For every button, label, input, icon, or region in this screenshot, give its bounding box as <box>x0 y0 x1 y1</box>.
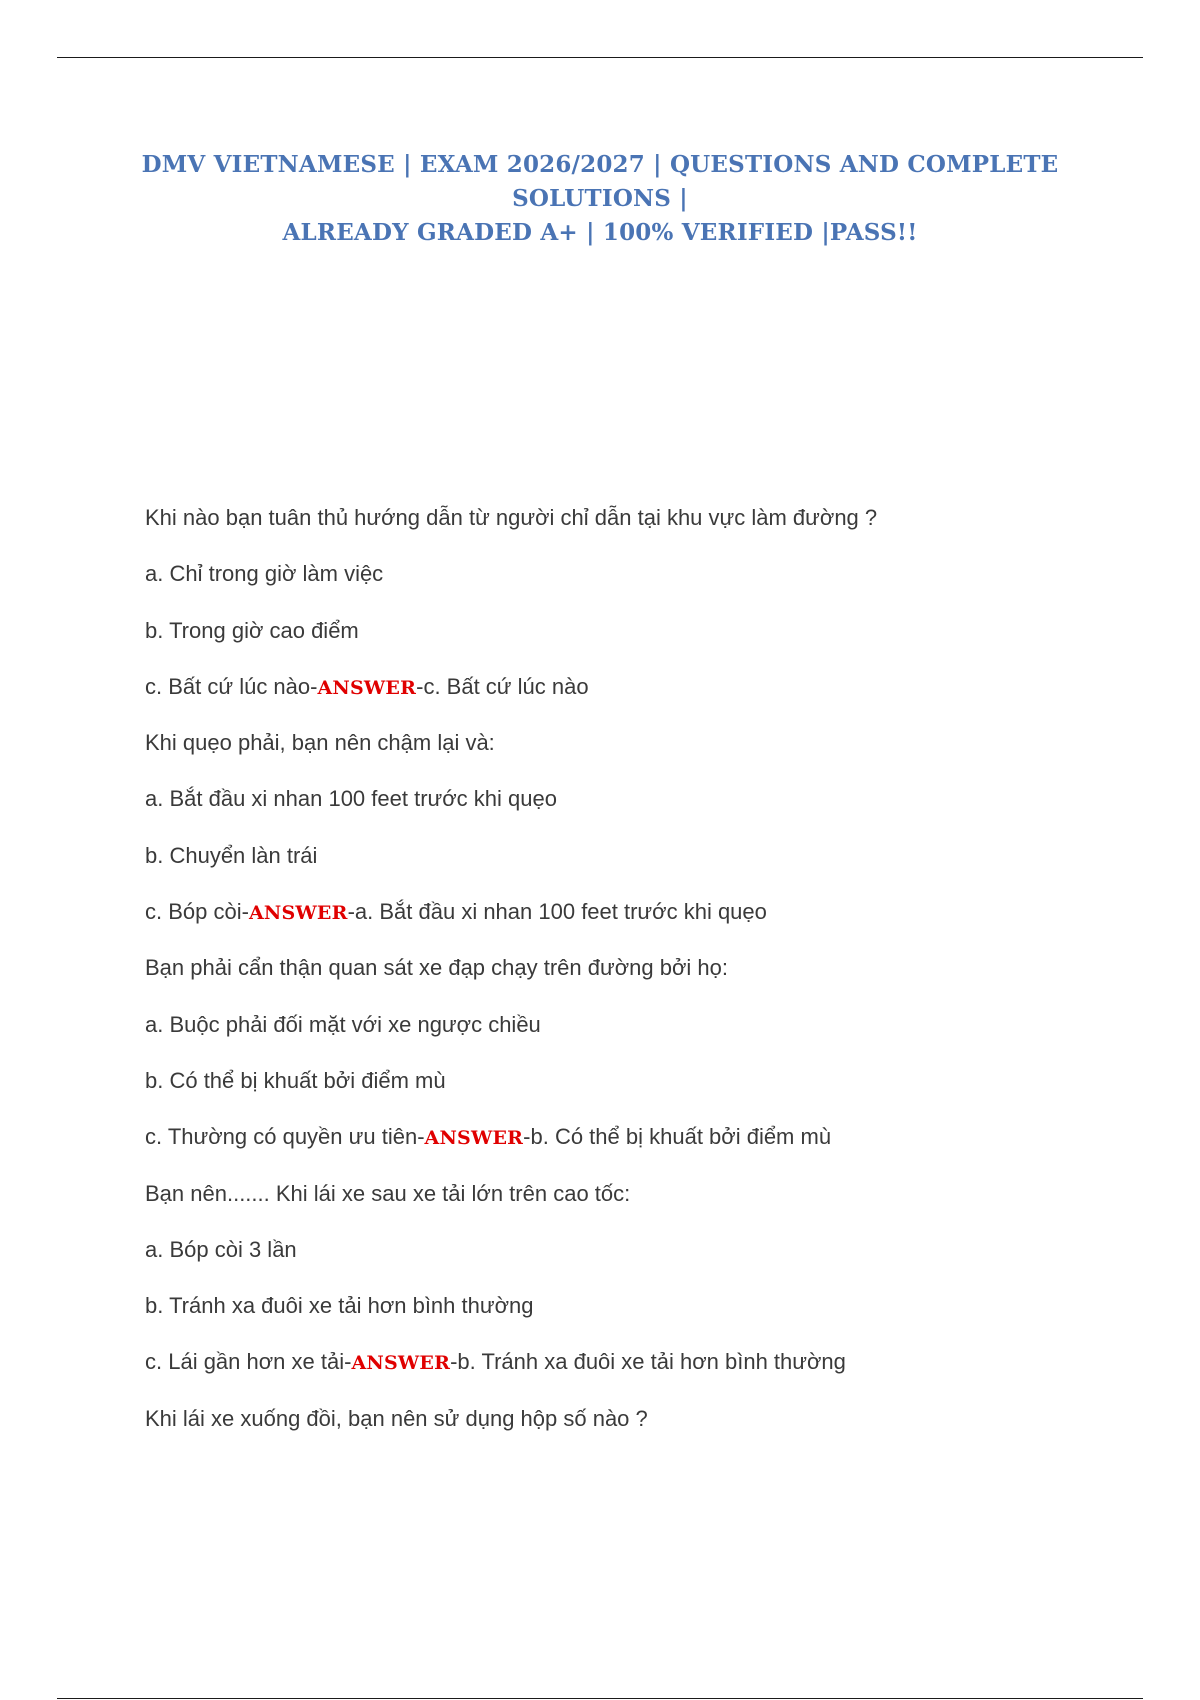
text-line <box>145 784 1085 840</box>
text-line <box>145 1404 1085 1460</box>
dash: - <box>241 899 249 925</box>
text-line <box>145 1291 1085 1347</box>
answer-text: b. Tránh xa đuôi xe tải hơn bình thường <box>457 1349 846 1375</box>
answer-line <box>145 897 1085 953</box>
dash: - <box>523 1124 531 1150</box>
line-text: c. Lái gần hơn xe tải <box>145 1349 345 1375</box>
text-line <box>145 1179 1085 1235</box>
line-text: a. Bóp còi 3 lần <box>145 1236 297 1262</box>
text-line <box>145 1010 1085 1066</box>
line-text: a. Buộc phải đối mặt với xe ngược chiều <box>145 1011 541 1037</box>
bottom-rule <box>57 1698 1143 1699</box>
answer-text: b. Có thể bị khuất bởi điểm mù <box>530 1124 832 1150</box>
answer-text: c. Bất cứ lúc nào <box>423 673 589 699</box>
text-line <box>145 728 1085 784</box>
answer-tag: ANSWER <box>317 676 417 699</box>
page-title <box>120 148 1080 250</box>
line-text: a. Bắt đầu xi nhan 100 feet trước khi quẹo <box>145 786 557 812</box>
text-line <box>145 616 1085 672</box>
title-line-2: ALREADY GRADED A+ | 100% VERIFIED |PASS!! <box>282 219 918 246</box>
answer-tag: ANSWER <box>424 1127 524 1150</box>
answer-tag: ANSWER <box>351 1352 451 1375</box>
answer-line <box>145 672 1085 728</box>
dash: - <box>347 899 355 925</box>
title-line-1: DMV VIETNAMESE | EXAM 2026/2027 | QUESTIONS AND COMPLETE SOLUTIONS | <box>141 151 1059 212</box>
line-text: c. Thường có quyền ưu tiên <box>145 1124 418 1150</box>
line-text: Khi nào bạn tuân thủ hướng dẫn từ người chỉ dẫn tại khu vực làm đường ? <box>145 505 878 530</box>
top-rule <box>57 57 1143 58</box>
line-text: b. Có thể bị khuất bởi điểm mù <box>145 1067 446 1093</box>
line-text: b. Trong giờ cao điểm <box>145 617 359 643</box>
line-text: b. Chuyển làn trái <box>145 842 318 868</box>
dash: - <box>310 673 318 699</box>
text-line <box>145 841 1085 897</box>
dash: - <box>417 1124 425 1150</box>
text-line <box>145 559 1085 615</box>
line-text: Khi quẹo phải, bạn nên chậm lại và: <box>145 730 495 756</box>
line-text: a. Chỉ trong giờ làm việc <box>145 561 384 587</box>
answer-line <box>145 1347 1085 1403</box>
answer-line <box>145 1122 1085 1178</box>
dash: - <box>450 1349 458 1375</box>
line-text: b. Tránh xa đuôi xe tải hơn bình thường <box>145 1293 534 1319</box>
line-text: c. Bóp còi <box>145 899 242 925</box>
text-line <box>145 1235 1085 1291</box>
line-text: Khi lái xe xuống đồi, bạn nên sử dụng hộp số nào ? <box>145 1405 648 1431</box>
answer-tag: ANSWER <box>248 902 348 925</box>
text-line <box>145 503 1085 559</box>
dash: - <box>416 673 424 699</box>
question-list <box>145 503 1085 1460</box>
line-text: Bạn nên....... Khi lái xe sau xe tải lớn trên cao tốc: <box>145 1180 631 1206</box>
dash: - <box>344 1349 352 1375</box>
text-line <box>145 1066 1085 1122</box>
text-line <box>145 953 1085 1009</box>
line-text: c. Bất cứ lúc nào <box>145 673 311 699</box>
line-text: Bạn phải cẩn thận quan sát xe đạp chạy trên đường bởi họ: <box>145 955 728 981</box>
answer-text: a. Bắt đầu xi nhan 100 feet trước khi quẹo <box>354 899 767 925</box>
